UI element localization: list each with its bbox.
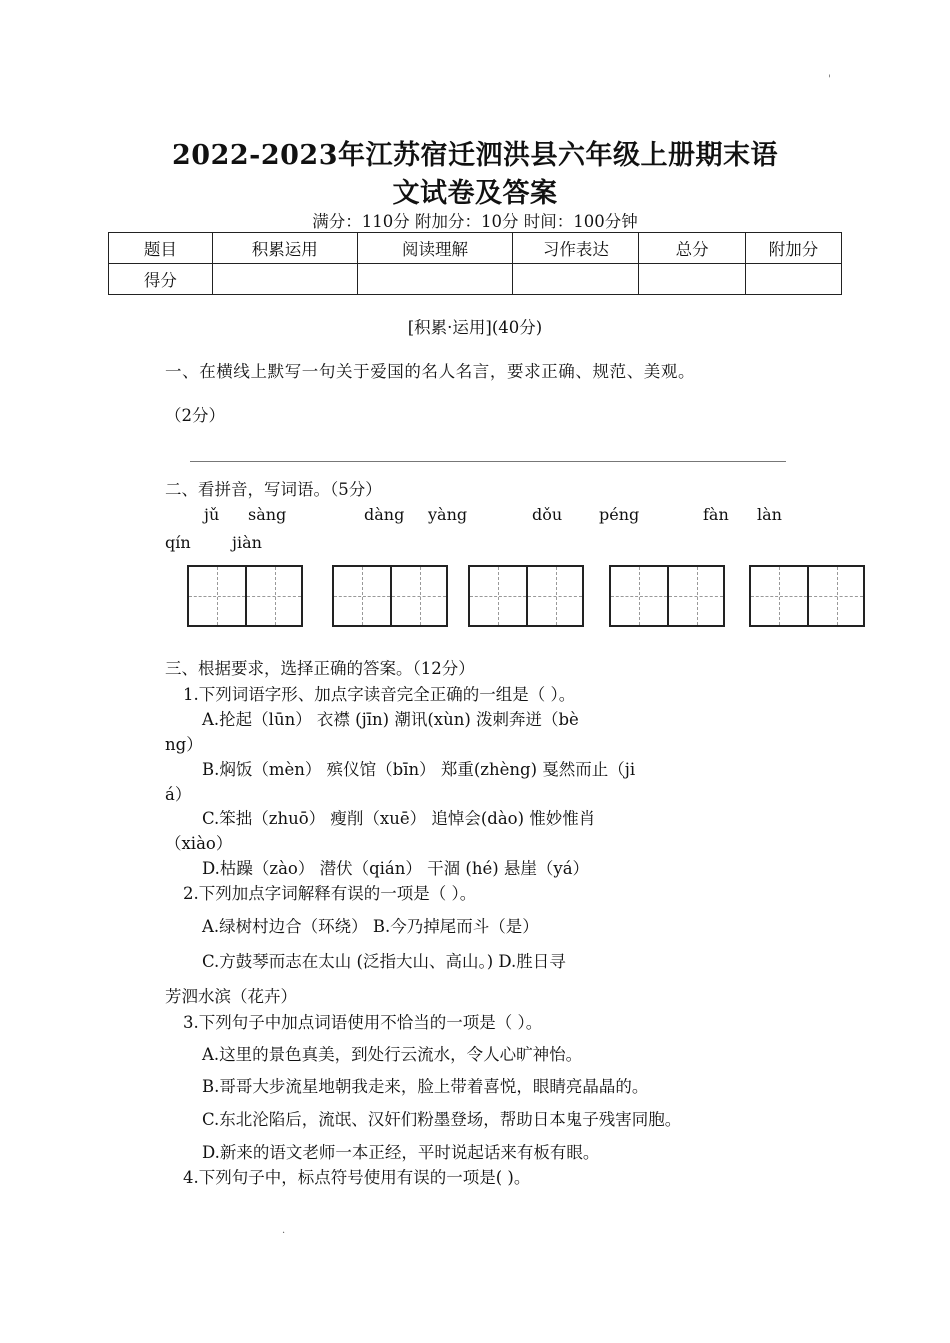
question-1: 一、在横线上默写一句关于爱国的名人名言，要求正确、规范、美观。 <box>165 362 696 381</box>
pinyin: làn <box>757 505 782 524</box>
table-header-cell: 阅读理解 <box>357 233 513 264</box>
pinyin: yàng <box>428 505 468 524</box>
answer-line[interactable] <box>190 461 786 462</box>
score-table <box>108 232 842 295</box>
grid-cell[interactable] <box>751 567 807 625</box>
table-header-cell: 附加分 <box>746 233 842 264</box>
option-line: D.枯躁（zào） 潜伏（qián） 干涸 (hé) 悬崖（yá） <box>202 859 590 878</box>
grid-cell[interactable] <box>189 567 245 625</box>
pinyin: sàng <box>248 505 287 524</box>
score-cell[interactable] <box>513 264 639 295</box>
pinyin: jǔ <box>204 505 220 524</box>
question-line: 1.下列词语字形、加点字读音完全正确的一组是（ ）。 <box>183 685 576 704</box>
grid-cell[interactable] <box>807 567 863 625</box>
option-line: D.新来的语文老师一本正经，平时说起话来有板有眼。 <box>202 1143 600 1162</box>
writing-grid[interactable] <box>187 565 303 627</box>
pinyin: qín <box>165 533 191 552</box>
grid-cell[interactable] <box>526 567 582 625</box>
score-cell[interactable] <box>639 264 746 295</box>
option-line: A.这里的景色真美，到处行云流水，令人心旷神怡。 <box>202 1045 583 1064</box>
option-line: 芳泗水滨（花卉） <box>165 987 297 1006</box>
table-row <box>109 264 842 295</box>
grid-cell[interactable] <box>611 567 667 625</box>
pinyin: péng <box>599 505 640 524</box>
table-row-label: 得分 <box>109 264 213 295</box>
question-line: 3.下列句子中加点词语使用不恰当的一项是（ ）。 <box>183 1013 543 1032</box>
writing-grid[interactable] <box>609 565 725 627</box>
pinyin: dǒu <box>532 505 563 524</box>
option-line: （xiào） <box>165 834 233 853</box>
table-header-cell: 积累运用 <box>212 233 357 264</box>
question-1-points: （2分） <box>165 406 225 425</box>
writing-grid[interactable] <box>468 565 584 627</box>
question-line: 2.下列加点字词解释有误的一项是（ ）。 <box>183 884 477 903</box>
corner-mark: ' <box>828 74 831 85</box>
score-cell[interactable] <box>357 264 513 295</box>
option-line: A.绿树村边合（环绕） B.今乃掉尾而斗（是） <box>202 917 539 936</box>
score-cell[interactable] <box>746 264 842 295</box>
score-cell[interactable] <box>212 264 357 295</box>
option-line: C.笨拙（zhuō） 瘦削（xuē） 追悼会(dào) 惟妙惟肖 <box>202 809 596 828</box>
option-line: A.抡起（lūn） 衣襟 (jīn) 潮讯(xùn) 泼刺奔迸（bè <box>202 710 579 729</box>
option-line: B.哥哥大步流星地朝我走来，脸上带着喜悦，眼睛亮晶晶的。 <box>202 1077 649 1096</box>
page-title: 2022-2023年江苏宿迁泗洪县六年级上册期末语 <box>172 140 778 171</box>
table-header-cell: 总分 <box>639 233 746 264</box>
option-line: ng） <box>165 735 203 754</box>
writing-grid[interactable] <box>749 565 865 627</box>
exam-meta: 满分：110分 附加分：10分 时间：100分钟 <box>312 212 638 231</box>
pinyin: dàng <box>364 505 405 524</box>
section-header: [积累·运用](40分) <box>407 318 543 337</box>
grid-cell[interactable] <box>667 567 723 625</box>
question-3: 三、根据要求，选择正确的答案。（12分） <box>165 659 475 678</box>
table-header-cell: 习作表达 <box>513 233 639 264</box>
table-header-row <box>109 233 842 264</box>
table-header-cell: 题目 <box>109 233 213 264</box>
option-line: C.东北沦陷后，流氓、汉奸们粉墨登场，帮助日本鬼子残害同胞。 <box>202 1110 682 1129</box>
grid-cell[interactable] <box>390 567 446 625</box>
page-title-cont: 文试卷及答案 <box>392 178 558 209</box>
option-line: C.方鼓琴而志在太山 (泛指大山、高山。) D.胜日寻 <box>202 952 566 971</box>
corner-mark: · <box>282 1228 286 1239</box>
grid-cell[interactable] <box>470 567 526 625</box>
pinyin: jiàn <box>232 533 262 552</box>
grid-cell[interactable] <box>334 567 390 625</box>
writing-grid[interactable] <box>332 565 448 627</box>
option-line: á） <box>165 785 192 804</box>
option-line: B.焖饭（mèn） 殡仪馆（bīn） 郑重(zhèng) 戛然而止（ji <box>202 760 636 779</box>
grid-cell[interactable] <box>245 567 301 625</box>
question-line: 4.下列句子中，标点符号使用有误的一项是( )。 <box>183 1168 531 1187</box>
pinyin: fàn <box>703 505 729 524</box>
question-2: 二、看拼音，写词语。（5分） <box>165 480 382 499</box>
